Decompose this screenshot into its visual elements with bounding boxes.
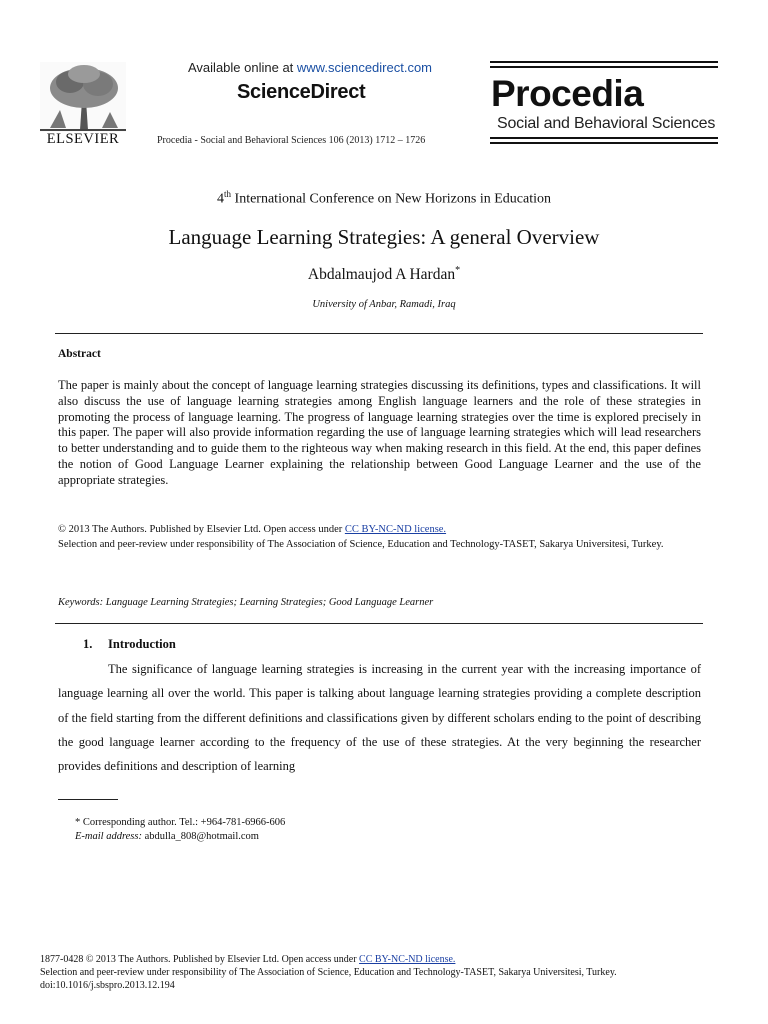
license-link[interactable]: CC BY-NC-ND license.	[344, 524, 447, 535]
author-affiliation: University of Anbar, Ramadi, Iraq	[312, 299, 456, 310]
abstract-body: The paper is mainly about the concept of language learning strategies discussing its definitions, types and classifications. It will also discuss the use of language learning strategies among English language learners and the role of these strategies in promoting the process of language learning. The progress of language learning strategies over the time is explored precisely in this paper. The paper will also provide information regarding the use of language learning strategies which will lead researchers to better understanding and to guide them to the righteous way when making research in this field. At the end, this paper defines the notion of Good Language Learner explaining the relationship between Good Language Learner and the use of the appropriate strategies.	[58, 378, 701, 487]
footnote-email	[75, 831, 259, 842]
section-title: Introduction	[108, 637, 176, 651]
procedia-rules-top	[490, 61, 718, 71]
peer-review-statement: Selection and peer-review under responsibility of The Association of Science, Education and Technology-TASET, Sakarya Universitesi, Turkey.	[58, 538, 664, 550]
conference-ordinal: 4	[217, 191, 225, 207]
introduction-paragraph: The significance of language learning strategies is increasing in the current year with the increasing importance of language learning all over the world. This paper is talking about language learning strategies providing a complete description of the field starting from the different definitions and classifications given by different scholars ending to the point of describing the good language learner according to the frequency of the use of these strategies. At the very beginning the researcher provides definitions and description of learning	[58, 662, 701, 774]
doi: doi:10.1016/j.sbspro.2013.12.194	[40, 980, 175, 991]
author-name: Abdalmaujod A Hardan	[307, 266, 456, 284]
journal-citation: Procedia - Social and Behavioral Sciences 106 (2013) 1712 – 1726	[157, 135, 426, 146]
conference-name	[0, 189, 768, 208]
footnote-rule	[58, 799, 118, 800]
procedia-logo-subtitle: Social and Behavioral Sciences	[497, 115, 716, 132]
email-address: abdulla_808@hotmail.com	[141, 831, 259, 842]
bottom-copyright-block	[40, 953, 740, 992]
sciencedirect-logo: ScienceDirect	[237, 81, 366, 103]
elsevier-wordmark: ELSEVIER	[46, 131, 120, 147]
conference-title: International Conference on New Horizons in Education	[231, 191, 551, 207]
keywords: Keywords: Language Learning Strategies; Learning Strategies; Good Language Learner	[58, 597, 434, 608]
footnote-corresponding-author: * Corresponding author. Tel.: +964-781-6966-606	[75, 817, 286, 828]
email-label: E-mail address:	[75, 831, 142, 842]
section-number: 1.	[83, 637, 93, 651]
copyright-notice	[58, 523, 698, 552]
issn-copyright: 1877-0428 © 2013 The Authors. Published by Elsevier Ltd. Open access under	[40, 954, 360, 965]
conference-ordinal-suffix: th	[224, 189, 232, 199]
author-footnote-mark: *	[455, 265, 461, 276]
copyright-text: © 2013 The Authors. Published by Elsevier Ltd. Open access under	[58, 524, 345, 535]
available-online-line	[188, 60, 432, 75]
sciencedirect-url-link[interactable]: www.sciencedirect.com	[296, 60, 433, 75]
bottom-peer-review: Selection and peer-review under responsibility of The Association of Science, Education and Technology-TASET, Sakarya Universitesi, Turkey.	[40, 967, 617, 978]
section-heading-introduction	[83, 637, 176, 652]
procedia-rules-bottom	[490, 137, 718, 147]
author-line	[0, 265, 768, 284]
procedia-logo-title: Procedia	[491, 73, 644, 114]
paper-title: Language Learning Strategies: A general Overview	[168, 225, 600, 249]
divider-top	[55, 333, 703, 334]
available-prefix: Available online at	[188, 60, 297, 75]
divider-keywords	[55, 623, 703, 624]
bottom-license-link[interactable]: CC BY-NC-ND license.	[359, 954, 456, 965]
abstract-heading: Abstract	[58, 348, 101, 360]
